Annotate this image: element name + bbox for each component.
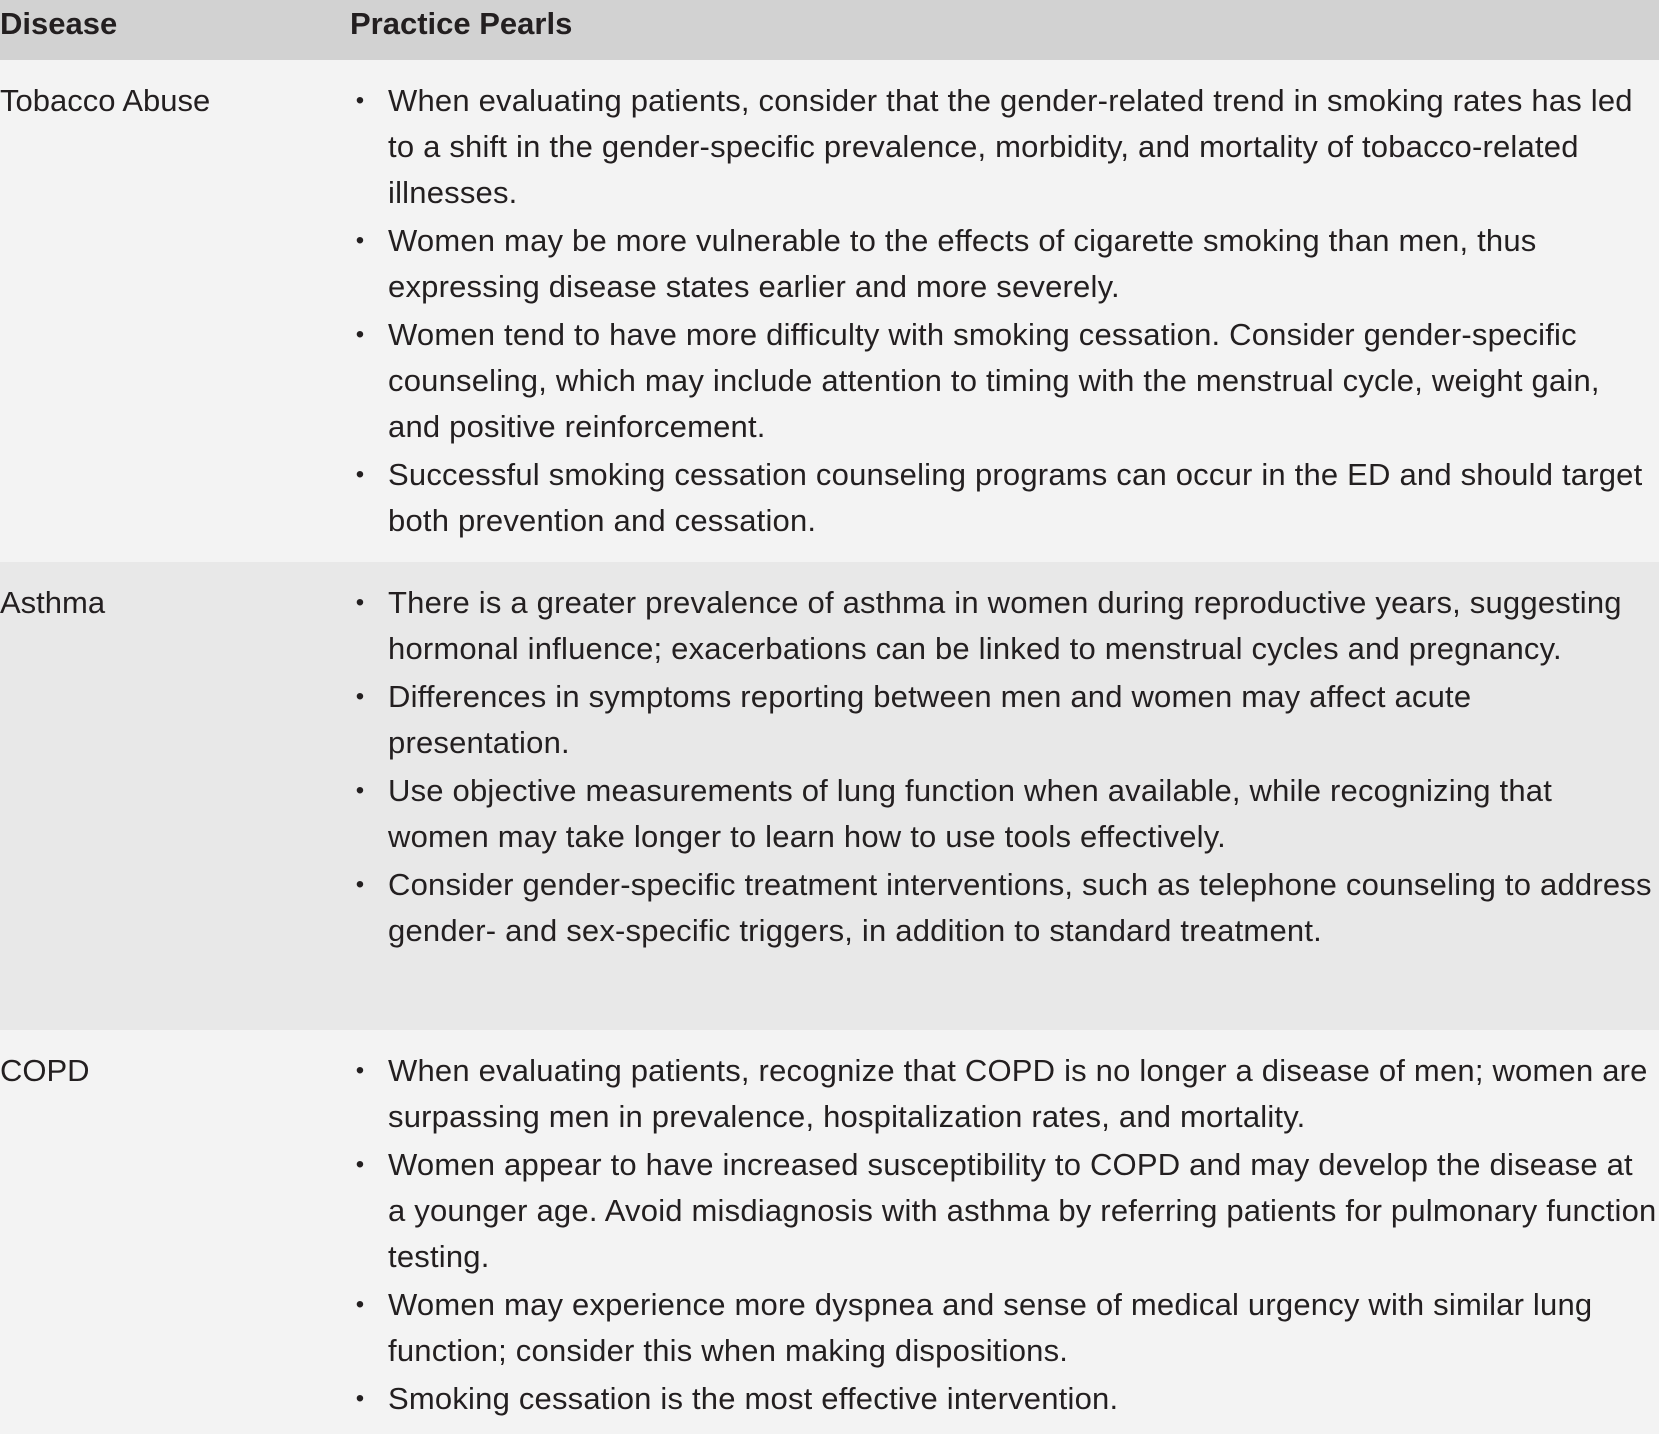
list-item — [350, 674, 1659, 766]
pearl-text: When evaluating patients, consider that the gender-related trend in smoking rates has led to a shift in the gender-specific prevalence, morbidity, and mortality of tobacco-related illnesses. — [388, 83, 1633, 210]
list-item — [350, 1282, 1659, 1374]
pearl-list — [350, 78, 1659, 546]
bullet-icon: • — [355, 589, 365, 616]
bullet-icon: • — [355, 321, 365, 348]
bullet-icon: • — [355, 461, 365, 488]
disease-name: Asthma — [0, 585, 106, 620]
bullet-icon: • — [355, 1385, 365, 1412]
bullet-icon: • — [355, 1151, 365, 1178]
bullet-icon: • — [355, 1291, 365, 1318]
list-item — [350, 78, 1659, 216]
pearl-text: Differences in symptoms reporting between men and women may affect acute presentation. — [388, 679, 1472, 760]
pearl-text: Consider gender-specific treatment interventions, such as telephone counseling to address gender- and sex-specific triggers, in addition to standard treatment. — [388, 867, 1652, 948]
pearl-text: Women may experience more dyspnea and sense of medical urgency with similar lung function; consider this when making dispositions. — [388, 1287, 1593, 1368]
bullet-icon: • — [355, 227, 365, 254]
header-disease: Disease — [0, 6, 118, 41]
list-item — [350, 312, 1659, 450]
bullet-icon: • — [355, 1057, 365, 1084]
bullet-icon: • — [355, 777, 365, 804]
table-row-asthma — [0, 562, 1659, 1030]
bullet-icon: • — [355, 683, 365, 710]
list-item — [350, 452, 1659, 544]
bullet-icon: • — [355, 871, 365, 898]
list-item — [350, 1142, 1659, 1280]
disease-name: COPD — [0, 1053, 90, 1088]
list-item — [350, 862, 1659, 954]
table-header — [0, 0, 1659, 60]
pearl-text: Use objective measurements of lung function when available, while recognizing that women may take longer to learn how to use tools effectively. — [388, 773, 1553, 854]
disease-name: Tobacco Abuse — [0, 83, 211, 118]
list-item — [350, 218, 1659, 310]
pearl-text: Women tend to have more difficulty with smoking cessation. Consider gender-specific counseling, which may include attention to timing with the menstrual cycle, weight gain, and positive reinforcement. — [388, 317, 1600, 444]
pearl-text: Successful smoking cessation counseling programs can occur in the ED and should target both prevention and cessation. — [388, 457, 1643, 538]
list-item — [350, 1376, 1659, 1422]
pearl-list — [350, 1048, 1659, 1424]
pearl-text: Women appear to have increased susceptibility to COPD and may develop the disease at a younger age. Avoid misdiagnosis with asthma by referring patients for pulmonary function testing. — [388, 1147, 1657, 1274]
pearl-text: There is a greater prevalence of asthma in women during reproductive years, suggesting hormonal influence; exacerbations can be linked to menstrual cycles and pregnancy. — [388, 585, 1622, 666]
bullet-icon: • — [355, 87, 365, 114]
pearl-text: Smoking cessation is the most effective intervention. — [388, 1381, 1119, 1416]
list-item — [350, 580, 1659, 672]
pearl-text: When evaluating patients, recognize that COPD is no longer a disease of men; women are surpassing men in prevalence, hospitalization rates, and mortality. — [388, 1053, 1648, 1134]
pearl-list — [350, 580, 1659, 956]
table-row-copd — [0, 1030, 1659, 1434]
list-item — [350, 768, 1659, 860]
list-item — [350, 1048, 1659, 1140]
pearl-text: Women may be more vulnerable to the effects of cigarette smoking than men, thus expressing disease states earlier and more severely. — [388, 223, 1537, 304]
table-row-tobacco-abuse — [0, 60, 1659, 562]
header-practice-pearls: Practice Pearls — [350, 6, 573, 41]
